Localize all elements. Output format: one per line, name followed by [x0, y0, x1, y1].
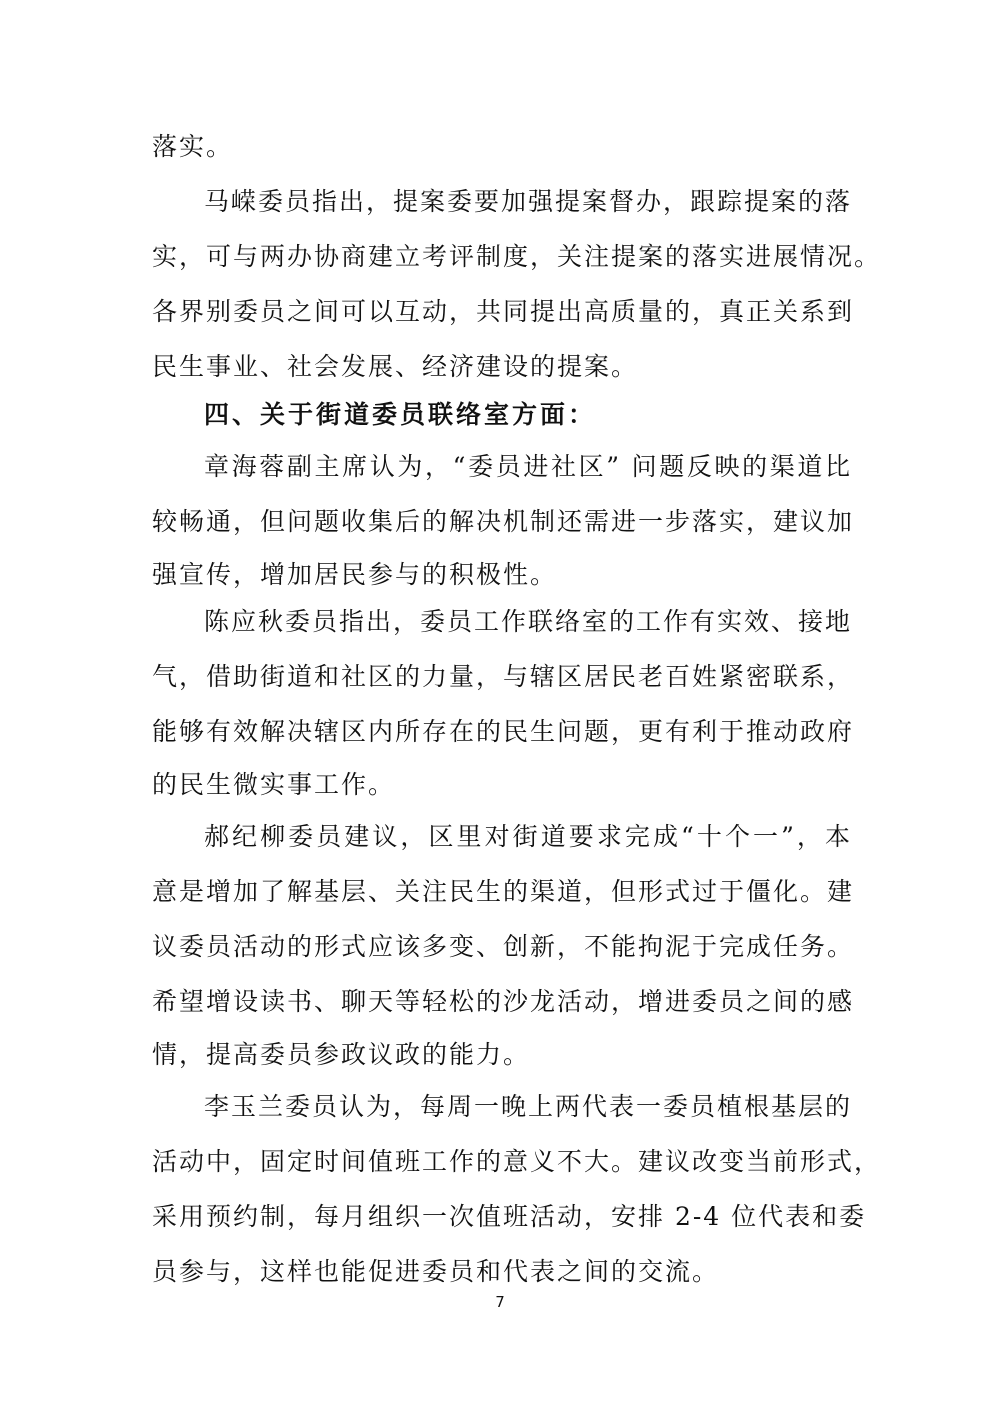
text-line: 情，提高委员参政议政的能力。	[152, 1040, 531, 1069]
text-line: 希望增设读书、聊天等轻松的沙龙活动，增进委员之间的感	[152, 987, 855, 1016]
text-line: 强宣传，增加居民参与的积极性。	[152, 560, 558, 589]
text-line: 能够有效解决辖区内所存在的民生问题，更有利于推动政府	[152, 717, 855, 746]
text-line: 实，可与两办协商建立考评制度，关注提案的落实进展情况。	[152, 242, 882, 271]
text-line: 各界别委员之间可以互动，共同提出高质量的，真正关系到	[152, 297, 855, 326]
paragraph-first-line: 李玉兰委员认为，每周一晚上两代表一委员植根基层的	[204, 1092, 853, 1121]
text-line: 的民生微实事工作。	[152, 770, 396, 799]
text-line: 活动中，固定时间值班工作的意义不大。建议改变当前形式，	[152, 1147, 882, 1176]
paragraph-first-line: 郝纪柳委员建议，区里对街道要求完成“十个一”，本	[204, 822, 852, 851]
section-heading: 四、关于街道委员联络室方面：	[204, 400, 597, 429]
text-line: 民生事业、社会发展、经济建设的提案。	[152, 352, 639, 381]
text-line: 落实。	[152, 132, 234, 161]
page-number: 7	[495, 1293, 505, 1311]
text-line: 议委员活动的形式应该多变、创新，不能拘泥于完成任务。	[152, 932, 855, 961]
text-line: 采用预约制，每月组织一次值班活动，安排 2-4 位代表和委	[152, 1202, 867, 1231]
text-line: 气，借助街道和社区的力量，与辖区居民老百姓紧密联系，	[152, 662, 855, 691]
paragraph-first-line: 陈应秋委员指出，委员工作联络室的工作有实效、接地	[204, 607, 853, 636]
text-line: 较畅通，但问题收集后的解决机制还需进一步落实，建议加	[152, 507, 855, 536]
paragraph-first-line: 章海蓉副主席认为，“委员进社区” 问题反映的渠道比	[204, 452, 852, 481]
paragraph-first-line: 马嵘委员指出，提案委要加强提案督办，跟踪提案的落	[204, 187, 853, 216]
text-line: 意是增加了解基层、关注民生的渠道，但形式过于僵化。建	[152, 877, 855, 906]
text-line: 员参与，这样也能促进委员和代表之间的交流。	[152, 1257, 720, 1286]
